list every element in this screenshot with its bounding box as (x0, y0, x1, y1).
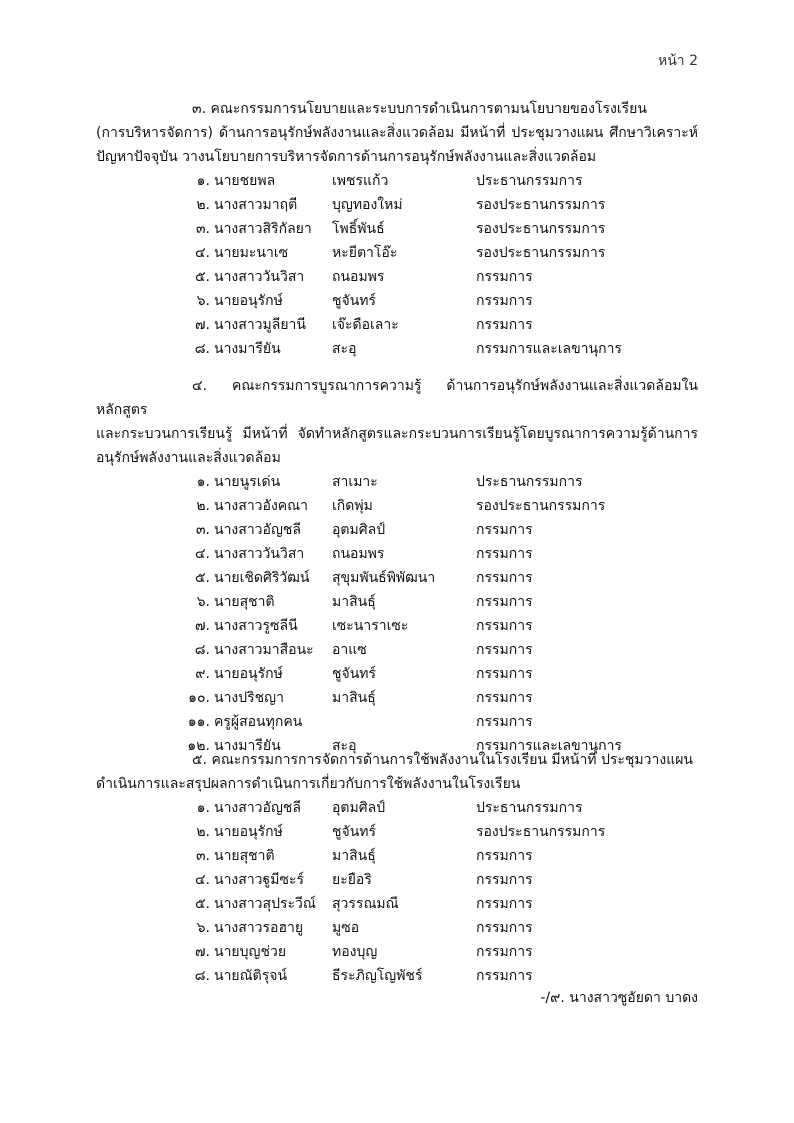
member-last-name: สาเมาะ (332, 474, 378, 490)
member-number: ๖. (196, 594, 210, 610)
member-last-name: หะยีตาโอ๊ะ (332, 245, 398, 261)
member-first-name: นางสาววันวิสา (214, 269, 305, 285)
member-first-name: นายณัติรุจน์ (214, 968, 288, 984)
member-number: ๓. (195, 221, 210, 237)
member-row (96, 662, 698, 686)
member-number: ๗. (195, 944, 210, 960)
member-first-name: นายเชิดศิริวัฒน์ (214, 570, 310, 586)
member-row (96, 614, 698, 638)
member-list (96, 796, 698, 988)
member-first-name: นายอนุรักษ์ (214, 824, 283, 840)
member-row (96, 265, 698, 289)
section-heading: ๓. คณะกรรมการนโยบายและระบบการดำเนินการตามนโยบายของโรงเรียน (192, 101, 647, 117)
member-last-name: ถนอมพร (332, 546, 385, 562)
section-paragraph (96, 374, 698, 470)
member-number: ๑. (196, 800, 210, 816)
member-last-name: ชูจันทร์ (332, 293, 377, 309)
member-number: ๒. (196, 824, 210, 840)
member-last-name: บุญทองใหม่ (332, 197, 403, 213)
member-last-name: อุตมศิลป์ (332, 800, 386, 816)
member-row (96, 940, 698, 964)
member-number: ๘. (194, 642, 210, 658)
member-number: ๕. (194, 896, 210, 912)
member-first-name: นางสาวมูลียานี (214, 317, 306, 333)
member-number: ๖. (196, 293, 210, 309)
member-role: ประธานกรรมการ (476, 474, 583, 490)
member-last-name: สะอุ (332, 341, 357, 357)
section-description: และกระบวนการเรียนรู้ มีหน้าที่ จัดทำหลักสูตรและกระบวนการเรียนรู้โดยบูรณาการความรู้ด้านการอนุรักษ์พลังงานและสิ่งแวดล้อม (96, 426, 698, 466)
section-description: (การบริหารจัดการ) ด้านการอนุรักษ์พลังงานและสิ่งแวดล้อม มีหน้าที่ ประชุมวางแผน ศึกษาวิเคราะห์ปัญหาปัจจุบัน วางนโยบายการบริหารจัดการด้านการอนุรักษ์พลังงานและสิ่งแวดล้อม (96, 125, 698, 165)
member-role: รองประธานกรรมการ (476, 221, 606, 237)
member-role: รองประธานกรรมการ (476, 498, 606, 514)
member-last-name: มาสินธุ์ (332, 848, 376, 864)
member-number: ๓. (195, 848, 210, 864)
member-first-name: นายสุชาติ (214, 594, 275, 610)
member-role: ประธานกรรมการ (476, 173, 583, 189)
member-role: กรรมการ (476, 570, 533, 586)
member-row (96, 686, 698, 710)
member-first-name: นางสาวอังคณา (214, 498, 308, 514)
member-first-name: นางสาวรูซลีนี (214, 618, 298, 634)
member-role: กรรมการ (476, 317, 533, 333)
member-row (96, 542, 698, 566)
committee-section-4 (96, 374, 698, 758)
member-last-name: อุตมศิลป์ (332, 522, 386, 538)
section-heading: ๔. คณะกรรมการบูรณาการความรู้ ด้านการอนุรักษ์พลังงานและสิ่งแวดล้อมในหลักสูตร (96, 378, 698, 418)
member-role: กรรมการ (476, 968, 533, 984)
member-role: กรรมการ (476, 690, 533, 706)
member-row (96, 494, 698, 518)
member-number: ๒. (196, 498, 210, 514)
member-list (96, 470, 698, 758)
member-last-name: ชูจันทร์ (332, 824, 377, 840)
member-last-name: มาสินธุ์ (332, 690, 376, 706)
member-number: ๔. (194, 546, 210, 562)
member-last-name: มูซอ (332, 920, 360, 936)
member-role: กรรมการ (476, 848, 533, 864)
member-row (96, 916, 698, 940)
member-first-name: นางสาวฐูมีซะร์ (214, 872, 305, 888)
member-role: รองประธานกรรมการ (476, 824, 606, 840)
member-last-name: ถนอมพร (332, 269, 385, 285)
member-last-name: มาสินธุ์ (332, 594, 376, 610)
member-first-name: นางสาวอัญชลี (214, 522, 301, 538)
member-first-name: นางสาววันวิสา (214, 546, 305, 562)
member-role: รองประธานกรรมการ (476, 197, 606, 213)
member-role: กรรมการ (476, 944, 533, 960)
section-description: ดำเนินการและสรุปผลการดำเนินการเกี่ยวกับการใช้พลังงานในโรงเรียน (96, 776, 521, 792)
member-row (96, 241, 698, 265)
member-role: กรรมการ (476, 642, 533, 658)
member-role: กรรมการ (476, 714, 533, 730)
member-row (96, 844, 698, 868)
member-last-name: โพธิ์พันธ์ (332, 221, 385, 237)
member-number: ๑. (196, 474, 210, 490)
member-number: ๗. (195, 317, 210, 333)
member-first-name: นางมารียัน (214, 738, 281, 754)
member-role: ประธานกรรมการ (476, 800, 583, 816)
member-role: กรรมการและเลขานุการ (476, 738, 622, 754)
member-row (96, 337, 698, 361)
member-last-name: เซะนาราเซะ (332, 618, 409, 634)
member-role: กรรมการ (476, 522, 533, 538)
member-number: ๕. (194, 269, 210, 285)
member-number: ๑๒. (187, 738, 210, 754)
member-list (96, 169, 698, 361)
member-row (96, 590, 698, 614)
member-number: ๖. (196, 920, 210, 936)
member-first-name: ครูผู้สอนทุกคน (214, 714, 303, 730)
page-number: หน้า 2 (657, 53, 698, 69)
member-number: ๓. (195, 522, 210, 538)
member-first-name: นางสาวอัญชลี (214, 800, 301, 816)
member-role: กรรมการ (476, 594, 533, 610)
member-role: กรรมการ (476, 618, 533, 634)
member-last-name: เจ๊ะดือเลาะ (332, 317, 399, 333)
member-number: ๑๑. (187, 714, 210, 730)
member-role: กรรมการ (476, 872, 533, 888)
member-row (96, 566, 698, 590)
member-row (96, 217, 698, 241)
member-role: กรรมการ (476, 920, 533, 936)
member-number: ๒. (196, 197, 210, 213)
member-first-name: นางปริชญา (214, 690, 284, 706)
member-row (96, 313, 698, 337)
member-role: กรรมการและเลขานุการ (476, 341, 622, 357)
member-role: รองประธานกรรมการ (476, 245, 606, 261)
member-number: ๘. (194, 968, 210, 984)
committee-section-5 (96, 748, 698, 988)
member-first-name: นางสาวสิริกัลยา (214, 221, 312, 237)
member-first-name: นางสาวสุประวีณ์ (214, 896, 316, 912)
member-number: ๙. (195, 666, 210, 682)
member-last-name: เพชรแก้ว (332, 173, 389, 189)
member-last-name: ชูจันทร์ (332, 666, 377, 682)
member-first-name: นางมารียัน (214, 341, 281, 357)
continuation-note: -/๙. นางสาวซูอัยดา บาดง (540, 990, 698, 1006)
member-row (96, 169, 698, 193)
member-role: กรรมการ (476, 896, 533, 912)
member-row (96, 289, 698, 313)
member-number: ๑. (196, 173, 210, 189)
member-last-name: สุวรรณมณี (332, 896, 399, 912)
member-number: ๔. (194, 245, 210, 261)
member-number: ๘. (194, 341, 210, 357)
member-last-name: สุขุมพันธ์พิพัฒนา (332, 570, 436, 586)
member-row (96, 193, 698, 217)
member-first-name: นางสาวรอฮายู (214, 920, 304, 936)
member-first-name: นางสาวมาฤตี (214, 197, 298, 213)
member-last-name: ธีระภิญโญพัชร์ (332, 968, 423, 984)
member-row (96, 518, 698, 542)
member-first-name: นายมะนาเซ (214, 245, 289, 261)
committee-section-3 (96, 97, 698, 361)
member-last-name: สะอุ (332, 738, 357, 754)
member-row (96, 470, 698, 494)
section-paragraph (96, 97, 698, 169)
member-role: กรรมการ (476, 293, 533, 309)
section-heading: ๕. คณะกรรมการการจัดการด้านการใช้พลังงานในโรงเรียน มีหน้าที่ ประชุมวางแผน (192, 752, 693, 768)
member-last-name: ทองบุญ (332, 944, 378, 960)
member-first-name: นายอนุรักษ์ (214, 293, 283, 309)
member-role: กรรมการ (476, 546, 533, 562)
member-last-name: เกิดพุ่ม (332, 498, 373, 514)
member-first-name: นายนูรเด่น (214, 474, 281, 490)
member-number: ๔. (194, 872, 210, 888)
member-first-name: นายสุชาติ (214, 848, 275, 864)
member-last-name: อาแซ (332, 642, 367, 658)
member-first-name: นายชยพล (214, 173, 276, 189)
member-row (96, 868, 698, 892)
member-row (96, 964, 698, 988)
member-role: กรรมการ (476, 269, 533, 285)
member-row (96, 820, 698, 844)
member-row (96, 796, 698, 820)
member-row (96, 892, 698, 916)
member-last-name: ยะยือริ (332, 872, 372, 888)
section-paragraph (96, 748, 698, 796)
member-first-name: นางสาวมาสือนะ (214, 642, 314, 658)
member-first-name: นายอนุรักษ์ (214, 666, 283, 682)
member-row (96, 710, 698, 734)
member-number: ๗. (195, 618, 210, 634)
member-row (96, 638, 698, 662)
member-role: กรรมการ (476, 666, 533, 682)
member-number: ๑๐. (188, 690, 210, 706)
member-first-name: นายบุญช่วย (214, 944, 287, 960)
member-number: ๕. (194, 570, 210, 586)
